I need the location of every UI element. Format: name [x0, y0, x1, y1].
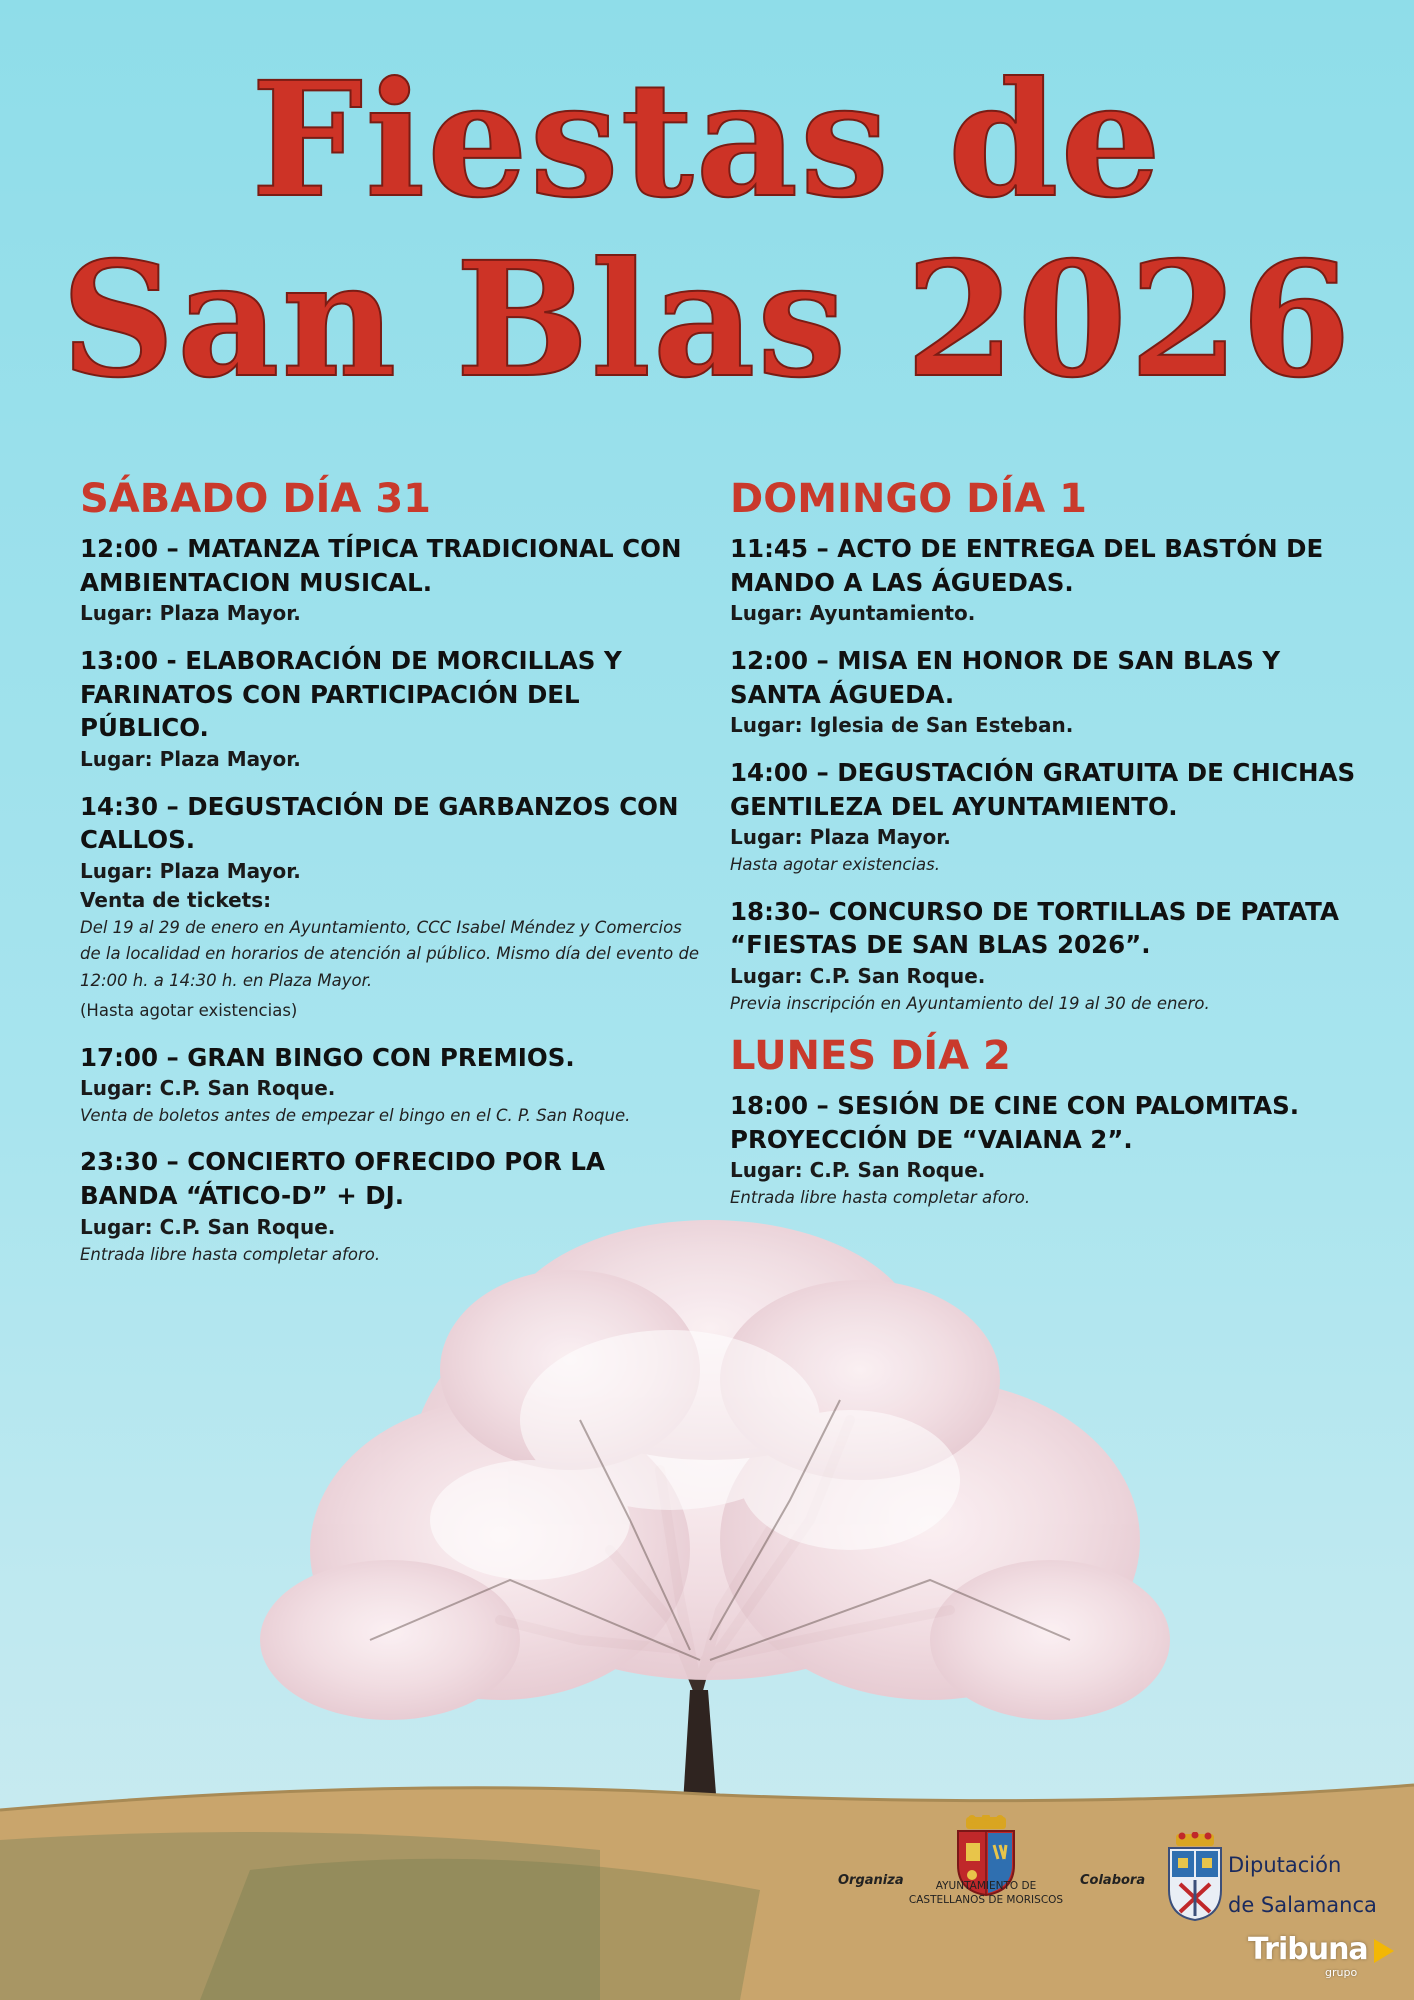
event-title: 18:30– CONCURSO DE TORTILLAS DE PATATA “FIESTAS DE SAN BLAS 2026”. [730, 896, 1339, 960]
event-title: 12:00 – MATANZA TÍPICA TRADICIONAL CON AMBIENTACION MUSICAL. [80, 534, 682, 597]
organiza-label: Organiza [838, 1873, 904, 1888]
tribuna-sub: grupo [1325, 1966, 1358, 1979]
event-title: 18:00 – SESIÓN DE CINE CON PALOMITAS. PROYECCIÓN DE “VAIANA 2”. [730, 1091, 1300, 1154]
event-title: 14:30 – DEGUSTACIÓN DE GARBANZOS CON CALLOS. [80, 791, 679, 855]
event-place: Lugar: Ayuntamiento. [730, 601, 976, 626]
tribuna-brand: Tribuna [1248, 1932, 1368, 1967]
event-note: Hasta agotar existencias. [730, 855, 941, 875]
event-title: 13:00 - ELABORACIÓN DE MORCILLAS Y FARINATOS CON PARTICIPACIÓN DEL PÚBLICO. [80, 646, 622, 743]
diputacion-line1: Diputación [1228, 1853, 1342, 1877]
event-place: Lugar: C.P. San Roque. [80, 1076, 336, 1101]
ayuntamiento-line1: AYUNTAMIENTO DE [935, 1880, 1037, 1892]
event-title: 14:00 – DEGUSTACIÓN GRATUITA DE CHICHAS GENTILEZA DEL AYUNTAMIENTO. [730, 758, 1356, 821]
poster-title-line1: Fiestas de [251, 48, 1163, 233]
play-triangle-icon [1372, 1937, 1396, 1965]
monday-heading: LUNES DÍA 2 [730, 1033, 1011, 1080]
event-title: 11:45 – ACTO DE ENTREGA DEL BASTÓN DE MANDO A LAS ÁGUEDAS. [730, 534, 1324, 597]
event-place: Lugar: C.P. San Roque. [730, 963, 986, 988]
event-note: Previa inscripción en Ayuntamiento del 19 al 30 de enero. [730, 993, 1210, 1013]
shield-crest-icon [1166, 1832, 1224, 1922]
ayuntamiento-line2: CASTELLANOS DE MORISCOS [908, 1893, 1064, 1906]
diputacion-line2: de Salamanca [1228, 1893, 1377, 1917]
event-note: Entrada libre hasta completar aforo. [80, 1244, 381, 1264]
event-place: Lugar: Iglesia de San Esteban. [730, 713, 1074, 738]
event-place: Lugar: C.P. San Roque. [80, 1214, 336, 1239]
event-note: Del 19 al 29 de enero en Ayuntamiento, CCC Isabel Méndez y Comercios de la localidad en horarios de atención al público. Mismo día del evento de 12:00 h. a 14:30 h. en Plaza Mayor. [80, 917, 700, 990]
event-title: 12:00 – MISA EN HONOR DE SAN BLAS Y SANTA ÁGUEDA. [730, 646, 1281, 709]
saturday-heading: SÁBADO DÍA 31 [80, 476, 431, 522]
poster-title-line2: San Blas 2026 [60, 228, 1353, 413]
sunday-heading: DOMINGO DÍA 1 [730, 476, 1087, 522]
event-title: 23:30 – CONCIERTO OFRECIDO POR LA BANDA “ÁTICO-D” + DJ. [80, 1147, 605, 1211]
event-place: Lugar: Plaza Mayor. [730, 825, 951, 850]
event-place: Lugar: Plaza Mayor. [80, 746, 301, 771]
ayuntamiento-name [906, 1880, 1066, 1907]
event-title: 17:00 – GRAN BINGO CON PREMIOS. [80, 1042, 575, 1072]
event-note: Venta de boletos antes de empezar el bingo en el C. P. San Roque. [80, 1106, 631, 1126]
colabora-label: Colabora [1080, 1873, 1146, 1888]
event-place: Lugar: C.P. San Roque. [730, 1158, 986, 1183]
event-note: Entrada libre hasta completar aforo. [730, 1188, 1031, 1208]
event-note-secondary: (Hasta agotar existencias) [80, 1001, 298, 1021]
event-place: Lugar: Plaza Mayor. [80, 601, 301, 626]
tickets-label: Venta de tickets: [80, 887, 272, 912]
event-place: Lugar: Plaza Mayor. [80, 858, 301, 883]
